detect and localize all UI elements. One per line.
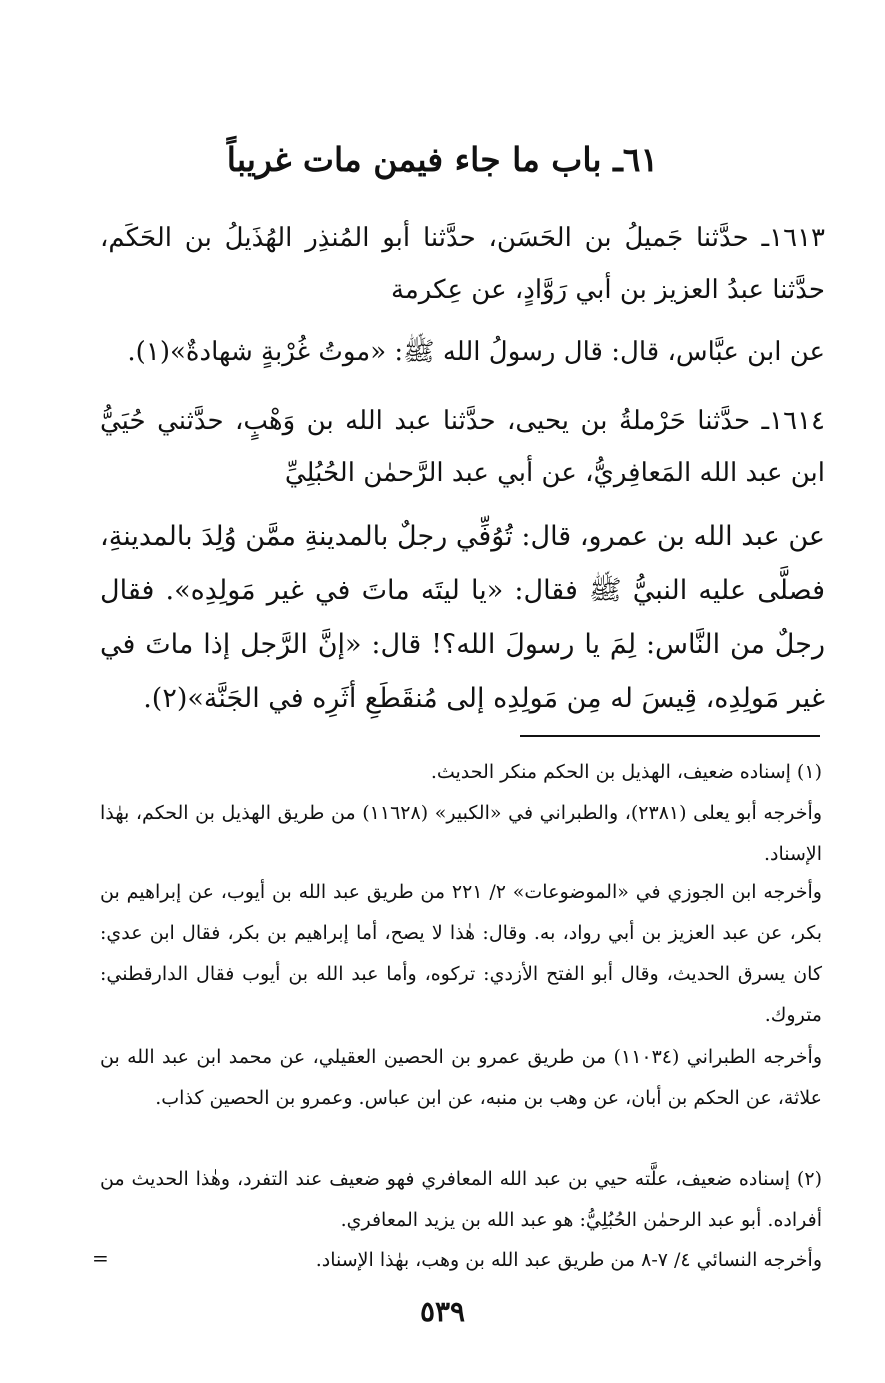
- page-number: ٥٣٩: [419, 1295, 466, 1328]
- footnote-1: (١) إسناده ضعيف، الهذيل بن الحكم منكر الحديث.: [430, 761, 822, 783]
- hadith-1613-matn: عن ابن عبَّاس، قال: قال رسولُ الله ﷺ: «موتُ غُرْبةٍ شهادةٌ»(١).: [127, 337, 825, 367]
- isnad-text: حدَّثنا حَرْملةُ بن يحيى، حدَّثنا عبد الله بن وَهْبٍ، حدَّثني حُيَيُّ ابن عبد الله المَعافِريُّ، عن أبي عبد الرَّحمٰن الحُبُلِيِّ: [100, 406, 825, 488]
- chapter-title: ٦١ـ باب ما جاء فيمن مات غريباً: [226, 140, 659, 179]
- footnote-2-takhrij: وأخرجه النسائي ٤/ ٧-٨ من طريق عبد الله بن وهب، بهٰذا الإسناد.: [315, 1249, 822, 1271]
- footnote-1-takhrij-a: وأخرجه أبو يعلى (٢٣٨١)، والطبراني في «الكبير» (١١٦٢٨) من طريق الهذيل بن الحكم، بهٰذا الإسناد.: [100, 802, 822, 865]
- hadith-1613-isnad: [100, 212, 825, 316]
- footnote-1-takhrij-b: وأخرجه ابن الجوزي في «الموضوعات» ٢/ ٢٢١ من طريق عبد الله بن أيوب، عن إبراهيم بن بكر، عن عبد العزيز بن أبي رواد، به. وقال: هٰذا لا يصح، أما إبراهيم بن بكر، فقال ابن عدي: كان يسرق الحديث، وقال أبو الفتح الأزدي: تركوه، وأما عبد الله بن أيوب فقال الدارقطني: متروك.: [100, 881, 822, 1026]
- footnote-1-takhrij-c: وأخرجه الطبراني (١١٠٣٤) من طريق عمرو بن الحصين العقيلي، عن محمد ابن عبد الله بن علاثة، عن الحكم بن أبان، عن وهب بن منبه، عن ابن عباس. وعمرو بن الحصين كذاب.: [100, 1046, 822, 1109]
- hadith-number: ١٦١٣ـ: [761, 223, 825, 253]
- footnote-2: (٢) إسناده ضعيف، علَّته حيي بن عبد الله المعافري فهو ضعيف عند التفرد، وهٰذا الحديث من أفراده. أبو عبد الرحمٰن الحُبُلِيُّ: هو عبد الله بن يزيد المعافري.: [100, 1168, 822, 1231]
- hadith-1614-isnad: [100, 395, 825, 499]
- footnotes-divider: [520, 735, 820, 737]
- hadith-1614-matn: عن عبد الله بن عمرو، قال: تُوُفِّي رجلٌ بالمدينةِ ممَّن وُلِدَ بالمدينةِ، فصلَّى عليه النبيُّ ﷺ فقال: «يا ليتَه ماتَ في غير مَولِدِه». فقال رجلٌ من النَّاس: لِمَ يا رسولَ الله؟! قال: «إنَّ الرَّجل إذا ماتَ في غير مَولِدِه، قِيسَ له مِن مَولِدِه إلى مُنقَطَعِ أثَرِه في الجَنَّة»(٢).: [100, 521, 825, 714]
- isnad-text: حدَّثنا جَميلُ بن الحَسَن، حدَّثنا أبو المُنذِر الهُذَيلُ بن الحَكَم، حدَّثنا عبدُ العزيز بن أبي رَوَّادٍ، عن عِكرمة: [100, 223, 825, 305]
- hadith-number: ١٦١٤ـ: [761, 406, 826, 436]
- continuation-mark: =: [92, 1246, 109, 1270]
